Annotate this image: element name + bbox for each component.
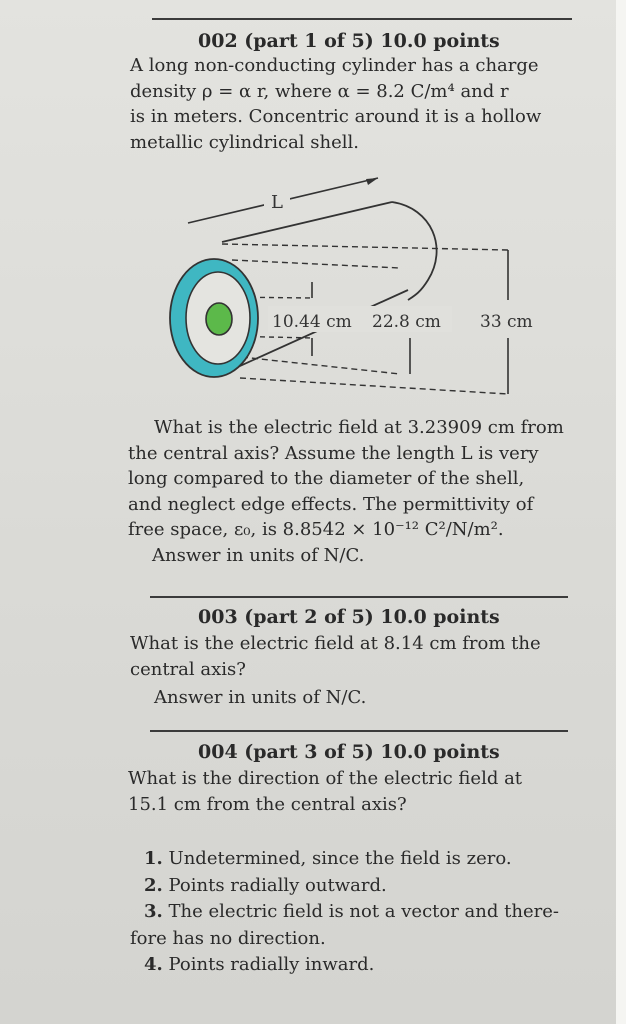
inner-radius-label: 10.44 cm: [272, 312, 352, 332]
option-number: 3.: [144, 901, 163, 922]
inner-cylinder-face: [206, 303, 232, 335]
question-002-problem: [130, 53, 541, 155]
option-number: 2.: [144, 874, 163, 896]
length-arrowhead: [366, 178, 378, 185]
option-number: 4.: [144, 954, 163, 975]
divider-rule: [150, 596, 568, 598]
answer-units: Answer in units of N/C.: [154, 687, 367, 708]
text-line: the central axis? Assume the length L is very: [128, 442, 539, 464]
answer-option-continuation: [130, 926, 559, 953]
answer-options: [130, 846, 559, 979]
option-text: The electric field is not a vector and there-: [168, 901, 559, 922]
text-line: long compared to the diameter of the shell,: [128, 468, 525, 489]
divider-rule: [150, 730, 568, 732]
length-label: L: [271, 192, 283, 213]
answer-option[interactable]: [130, 899, 559, 926]
text-line: and neglect edge effects. The permittivity of: [128, 493, 534, 515]
divider-rule: [152, 18, 572, 20]
text-line: What is the electric field at 3.23909 cm from: [154, 417, 564, 438]
question-002-text: [128, 415, 564, 568]
option-text: Points radially outward.: [168, 874, 387, 896]
option-number: 1.: [144, 848, 163, 869]
text-line: is in meters. Concentric around it is a hollow: [130, 106, 542, 127]
answer-option[interactable]: [130, 873, 559, 900]
cylinder-top-edge: [222, 202, 392, 242]
question-004-text: [128, 766, 522, 817]
cylinder-end-arc: [392, 202, 437, 300]
text-line: metallic cylindrical shell.: [130, 131, 360, 153]
question-003-header: 003 (part 2 of 5) 10.0 points: [198, 606, 500, 628]
text-line: What is the direction of the electric field at: [128, 768, 523, 789]
shell-outer-radius-label: 33 cm: [480, 312, 533, 332]
answer-option[interactable]: [130, 846, 559, 873]
text-line: density ρ = α r, where α = 8.2 C/m⁴ and r: [130, 80, 509, 102]
text-line: 15.1 cm from the central axis?: [128, 793, 407, 815]
text-line: central axis?: [130, 658, 246, 680]
option-text: Points radially inward.: [168, 954, 375, 975]
shell-inner-radius-label: 22.8 cm: [372, 312, 441, 332]
answer-units: Answer in units of N/C.: [152, 544, 365, 566]
answer-option[interactable]: [130, 952, 559, 979]
text-line: What is the electric field at 8.14 cm from the: [130, 633, 541, 654]
question-004-header: 004 (part 3 of 5) 10.0 points: [198, 741, 500, 763]
option-text: fore has no direction.: [130, 927, 326, 949]
question-003-text: [130, 631, 541, 711]
text-line: A long non-conducting cylinder has a charge: [130, 55, 539, 76]
question-002-header: 002 (part 1 of 5) 10.0 points: [198, 30, 500, 52]
text-line: free space, ε₀, is 8.8542 × 10⁻¹² C²/N/m².: [128, 519, 504, 540]
option-text: Undetermined, since the field is zero.: [168, 848, 512, 869]
